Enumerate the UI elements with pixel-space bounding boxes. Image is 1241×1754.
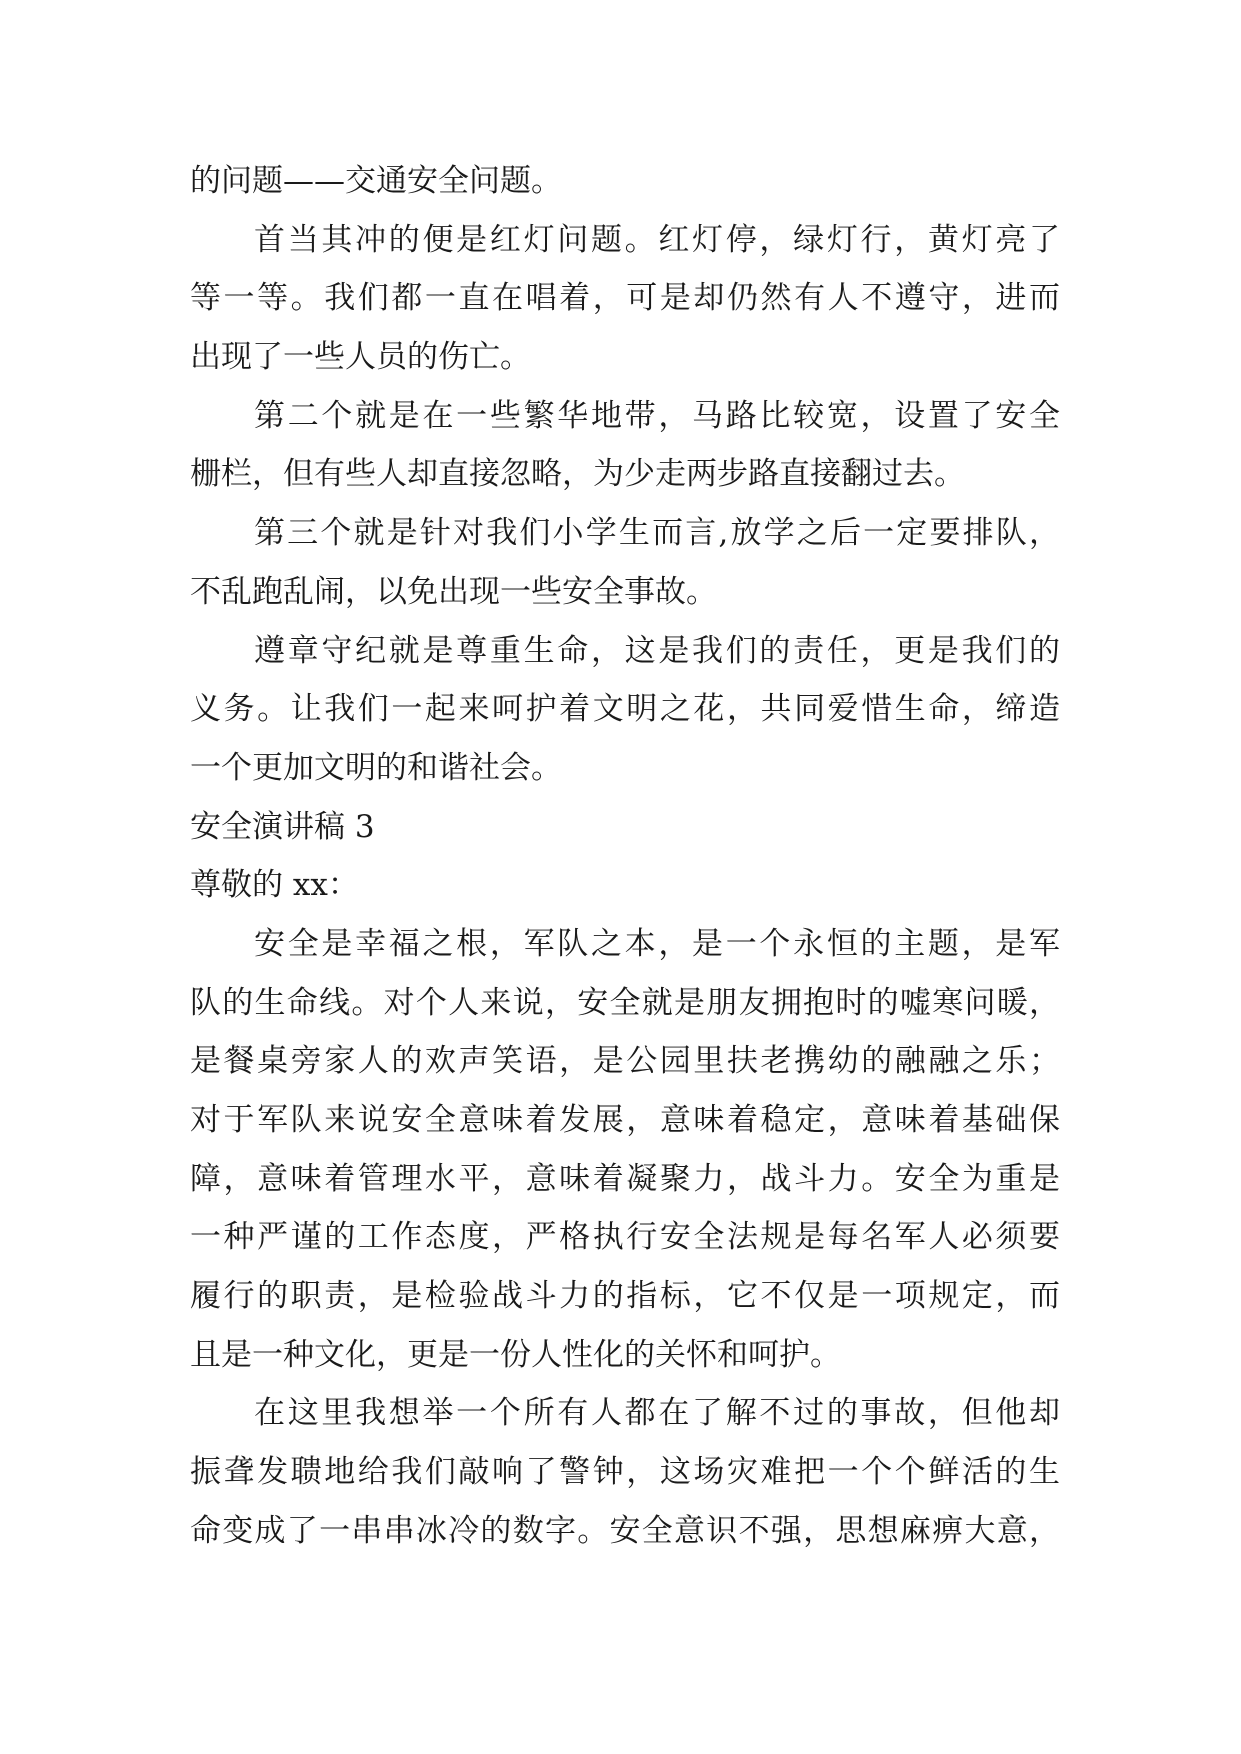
text-line: 且是一种文化，更是一份人性化的关怀和呵护。 bbox=[190, 1336, 841, 1373]
paragraph-first-line: 第三个就是针对我们小学生而言,放学之后一定要排队， bbox=[254, 515, 1060, 552]
text-line: 对于军队来说安全意味着发展，意味着稳定，意味着基础保 bbox=[190, 1102, 1060, 1138]
paragraph-first-line: 遵章守纪就是尊重生命，这是我们的责任，更是我们的 bbox=[254, 632, 1060, 669]
salutation: 尊敬的 xx： bbox=[190, 867, 359, 904]
text-line: 一种严谨的工作态度，严格执行安全法规是每名军人必须要 bbox=[190, 1219, 1060, 1256]
text-line: 障，意味着管理水平，意味着凝聚力，战斗力。安全为重是 bbox=[190, 1160, 1060, 1197]
text-line: 的问题——交通安全问题。 bbox=[190, 163, 562, 199]
text-line: 履行的职责，是检验战斗力的指标，它不仅是一项规定，而 bbox=[190, 1278, 1060, 1315]
paragraph-first-line: 第二个就是在一些繁华地带，马路比较宽，设置了安全 bbox=[254, 397, 1060, 434]
text-line: 义务。让我们一起来呵护着文明之花，共同爱惜生命，缔造 bbox=[190, 691, 1060, 728]
text-line: 一个更加文明的和谐社会。 bbox=[190, 749, 562, 786]
document-body bbox=[190, 152, 1060, 1561]
text-line: 栅栏，但有些人却直接忽略，为少走两步路直接翻过去。 bbox=[190, 456, 965, 493]
text-line: 振聋发聩地给我们敲响了警钟，这场灾难把一个个鲜活的生 bbox=[190, 1454, 1060, 1491]
text-line: 队的生命线。对个人来说，安全就是朋友拥抱时的嘘寒问暖， bbox=[190, 984, 1060, 1021]
section-heading: 安全演讲稿 3 bbox=[190, 808, 375, 845]
text-line: 命变成了一串串冰冷的数字。安全意识不强，思想麻痹大意， bbox=[190, 1512, 1060, 1549]
text-line: 不乱跑乱闹，以免出现一些安全事故。 bbox=[190, 573, 717, 610]
paragraph-first-line: 在这里我想举一个所有人都在了解不过的事故，但他却 bbox=[254, 1395, 1060, 1432]
paragraph-first-line: 首当其冲的便是红灯问题。红灯停，绿灯行，黄灯亮了 bbox=[254, 221, 1060, 258]
text-line: 是餐桌旁家人的欢声笑语，是公园里扶老携幼的融融之乐； bbox=[190, 1043, 1060, 1080]
text-line: 等一等。我们都一直在唱着，可是却仍然有人不遵守，进而 bbox=[190, 280, 1060, 317]
paragraph-first-line: 安全是幸福之根，军队之本，是一个永恒的主题，是军 bbox=[254, 925, 1060, 962]
text-line: 出现了一些人员的伤亡。 bbox=[190, 339, 531, 376]
